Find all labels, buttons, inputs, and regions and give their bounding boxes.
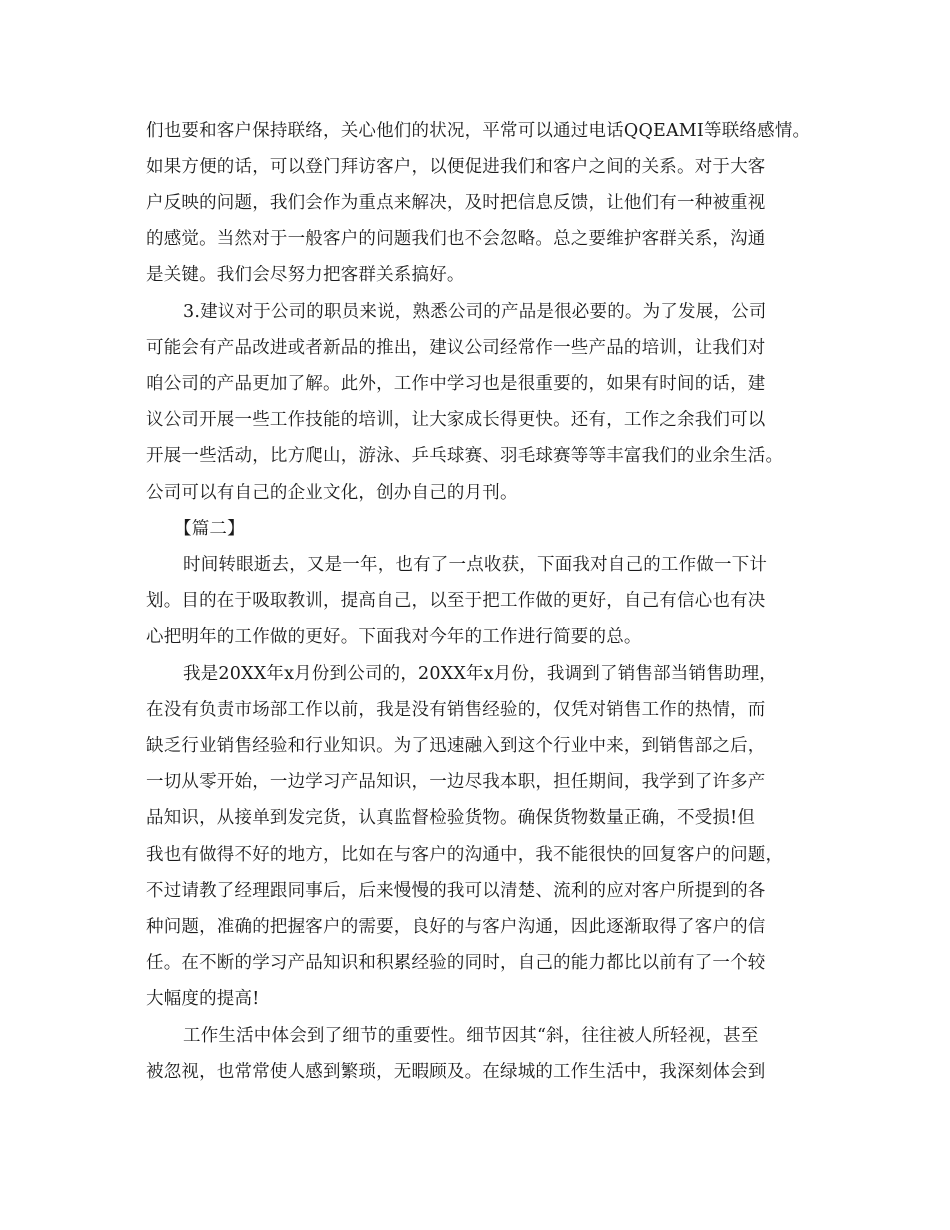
body-text-line: 咱公司的产品更加了解。此外，工作中学习也是很重要的，如果有时间的话，建 [146, 374, 766, 394]
body-text-line: 心把明年的工作做的更好。下面我对今年的工作进行简要的总。 [146, 627, 642, 647]
body-text-line: 一切从零开始，一边学习产品知识，一边尽我本职，担任期间，我学到了许多产 [146, 772, 766, 792]
body-text-line: 大幅度的提高! [146, 989, 260, 1009]
body-text-line: 种问题，准确的把握客户的需要，良好的与客户沟通，因此逐渐取得了客户的信 [146, 917, 766, 937]
body-text-line: 们也要和客户保持联络，关心他们的状况，平常可以通过电话QQEAMI等联络感情。 [146, 121, 811, 141]
body-text-line: 是关键。我们会尽努力把客群关系搞好。 [146, 265, 465, 285]
body-text-line: 品知识，从接单到发完货，认真监督检验货物。确保货物数量正确，不受损!但 [146, 808, 756, 828]
body-text-line: 我也有做得不好的地方，比如在与客户的沟通中，我不能很快的回复客户的问题， [146, 845, 784, 865]
section-heading: 【篇二】 [174, 519, 245, 539]
body-text-line: 开展一些活动，比方爬山，游泳、乒乓球赛、羽毛球赛等等丰富我们的业余生活。 [146, 446, 784, 466]
body-text-line: 可能会有产品改进或者新品的推出，建议公司经常作一些产品的培训，让我们对 [146, 338, 766, 358]
body-text-line: 议公司开展一些工作技能的培训，让大家成长得更快。还有，工作之余我们可以 [146, 410, 766, 430]
body-text-line: 3.建议对于公司的职员来说，熟悉公司的产品是很必要的。为了发展，公司 [183, 302, 767, 322]
body-text-line: 不过请教了经理跟同事后，后来慢慢的我可以清楚、流利的应对客户所提到的各 [146, 881, 766, 901]
body-text-line: 我是20XX年x月份到公司的，20XX年x月份，我调到了销售部当销售助理， [183, 664, 778, 684]
body-text-line: 的感觉。当然对于一般客户的问题我们也不会忽略。总之要维护客群关系，沟通 [146, 229, 766, 249]
body-text-line: 公司可以有自己的企业文化，创办自己的月刊。 [146, 483, 518, 503]
body-text-line: 如果方便的话，可以登门拜访客户，以便促进我们和客户之间的关系。对于大客 [146, 157, 766, 177]
body-text-line: 户反映的问题，我们会作为重点来解决，及时把信息反馈，让他们有一种被重视 [146, 193, 766, 213]
body-text-line: 任。在不断的学习产品知识和积累经验的同时，自己的能力都比以前有了一个较 [146, 953, 766, 973]
body-text-line: 工作生活中体会到了细节的重要性。细节因其“斜，往往被人所轻视，甚至 [183, 1026, 759, 1046]
body-text-line: 在没有负责市场部工作以前，我是没有销售经验的，仅凭对销售工作的热情，而 [146, 700, 766, 720]
body-text-line: 划。目的在于吸取教训，提高自己，以至于把工作做的更好，自己有信心也有决 [146, 591, 766, 611]
body-text-line: 缺乏行业销售经验和行业知识。为了迅速融入到这个行业中来，到销售部之后， [146, 736, 766, 756]
body-text-line: 时间转眼逝去，又是一年，也有了一点收获，下面我对自己的工作做一下计 [183, 555, 768, 575]
body-text-line: 被忽视，也常常使人感到繁琐，无暇顾及。在绿城的工作生活中，我深刻体会到 [146, 1062, 766, 1082]
